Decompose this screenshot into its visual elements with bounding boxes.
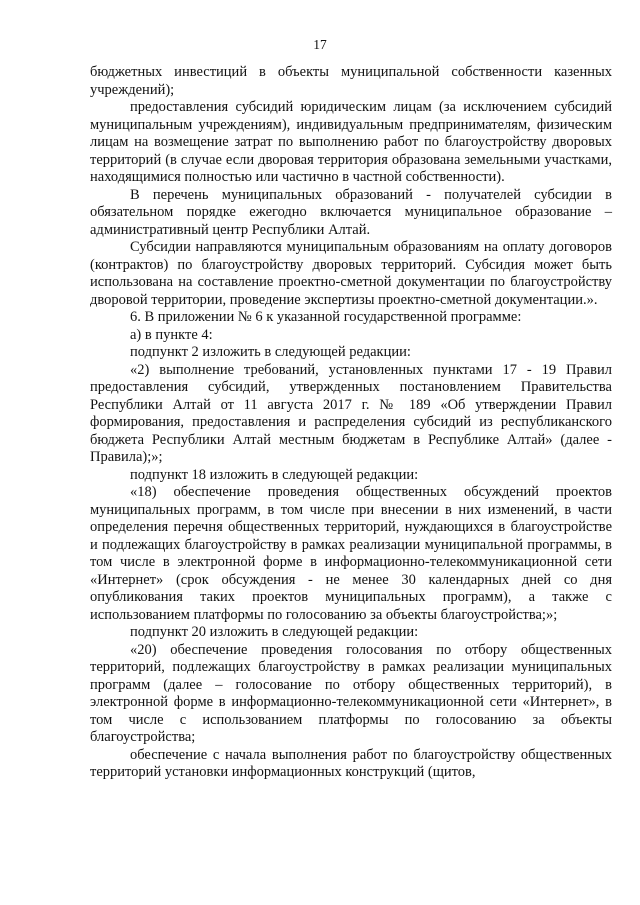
paragraph-subpoint-2-text: «2) выполнение требований, установленных пунктами 17 - 19 Правил предоставления субсидий, утвержденных постановлением Правительства Республики Алтай от 11 августа 2017 г. № 189 «Об утверждении Правил формирования, предоставления и распределения субсидий из республиканского бюджета Республики Алтай местным бюджетам в Республике Алтай» (далее - Правила);»;	[90, 361, 612, 465]
paragraph-subpoint-20-heading: подпункт 20 изложить в следующей редакции:	[130, 624, 419, 640]
paragraph-info-structures: обеспечение с начала выполнения работ по благоустройству общественных территорий установки информационных конструкций (щитов,	[90, 746, 612, 780]
paragraph-municipal-list: В перечень муниципальных образований - получателей субсидии в обязательном порядке ежегодно включается муниципальное образование – административный центр Республики Алтай.	[90, 186, 612, 238]
paragraph-subpoint-2-heading: подпункт 2 изложить в следующей редакции:	[130, 344, 411, 360]
paragraph-subpoint-18-text: «18) обеспечение проведения общественных обсуждений проектов муниципальных программ, в том числе при внесении в них изменений, в части определения перечня общественных территорий, нуждающихся в благоустройстве и подлежащих благоустройству в рамках реализации муниципальной программы, в том числе в электронной форме в информационно-телекоммуникационной сети «Интернет» (срок обсуждения - не менее 30 календарных дней со дня опубликования таких проектов муниципальных программ), а также с использованием платформы по голосованию за объекты благоустройства;»;	[90, 484, 612, 623]
paragraph-continuation: бюджетных инвестиций в объекты муниципальной собственности казенных учреждений);	[90, 64, 612, 98]
page-number: 17	[313, 37, 327, 52]
paragraph-subpoint-18-heading: подпункт 18 изложить в следующей редакции:	[130, 466, 419, 483]
paragraph-subsidies-legal-entities: предоставления субсидий юридическим лицам (за исключением субсидий муниципальным учреждениям), индивидуальным предпринимателям, физическим лицам на возмещение затрат по выполнению работ по благоустройству дворовых территорий (в случае если дворовая территория образована земельными участками, находящимися полностью или частично в частной собственности).	[90, 99, 612, 185]
document-body	[90, 64, 612, 782]
paragraph-subpoint-20-text: «20) обеспечение проведения голосования по отбору общественных территорий, подлежащих благоустройству в рамках реализации муниципальных программ (далее – голосование по отбору общественных территорий), в электронной форме в информационно-телекоммуникационной сети «Интернет», в том числе с использованием платформы по голосованию за объекты благоустройства;	[90, 641, 612, 745]
paragraph-item-6: 6. В приложении № 6 к указанной государственной программе:	[130, 309, 522, 325]
paragraph-subitem-a: а) в пункте 4:	[130, 326, 213, 343]
paragraph-subsidy-purpose: Субсидии направляются муниципальным образованиям на оплату договоров (контрактов) по благоустройству дворовых территорий. Субсидия может быть использована на составление проектно-сметной документации по благоустройству дворовой территории, проведение экспертизы проектно-сметной документации.».	[90, 239, 612, 308]
